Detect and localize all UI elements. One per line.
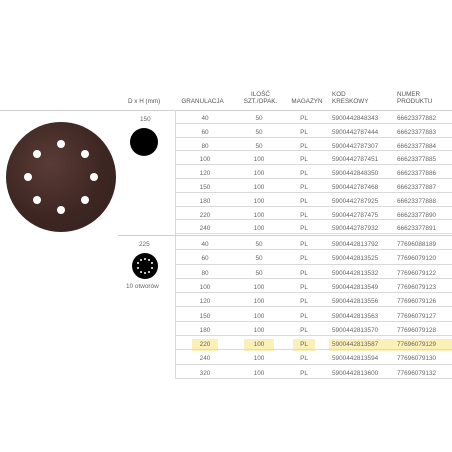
table-row (175, 250, 452, 264)
disc-hole (57, 206, 65, 214)
cell-grit: 220 (199, 341, 211, 349)
cell-qty: 50 (255, 128, 263, 136)
cell-kod: 5900442848350 (332, 170, 379, 178)
table-row (175, 350, 452, 364)
cell-num: 77696079120 (397, 255, 437, 263)
header-numer: NUMER PRODUKTU (397, 91, 433, 105)
cell-qty: 50 (255, 115, 263, 122)
cell-qty: 100 (253, 225, 265, 233)
table-row (175, 236, 452, 250)
cell-mag: PL (300, 241, 308, 248)
cell-kod: 5900442813556 (332, 298, 379, 306)
cell-mag: PL (300, 211, 308, 219)
cell-num: 77696079132 (397, 369, 437, 377)
sanding-disc-image (6, 122, 116, 232)
ten-hole-disc-icon (132, 253, 158, 279)
table-row (175, 138, 452, 152)
cell-grit: 40 (201, 115, 209, 122)
cell-grit: 150 (199, 184, 211, 191)
cell-kod: 5900442787307 (332, 142, 379, 150)
cell-qty: 100 (253, 369, 265, 377)
cell-mag: PL (300, 369, 308, 377)
cell-grit: 240 (199, 225, 211, 233)
table-row (175, 110, 452, 124)
cell-num: 77696079126 (397, 298, 437, 306)
row-divider (175, 233, 452, 234)
cell-mag: PL (300, 115, 308, 122)
disc-hole (24, 173, 32, 181)
table-row (175, 193, 452, 207)
header-kod: KOD KRESKOWY (332, 91, 369, 105)
cell-qty: 50 (255, 269, 263, 277)
table-row (175, 165, 452, 179)
size-150-label: 150 (140, 116, 151, 123)
cell-num: 77696088189 (397, 241, 437, 248)
cell-grit: 100 (199, 156, 211, 164)
cell-kod: 5900442787444 (332, 128, 379, 136)
table-row (175, 124, 452, 138)
cell-qty: 100 (253, 355, 265, 363)
cell-qty: 100 (253, 341, 265, 349)
cell-grit: 320 (199, 369, 211, 377)
cell-qty: 100 (253, 170, 265, 178)
cell-grit: 100 (199, 283, 211, 291)
cell-kod: 5900442813594 (332, 355, 379, 363)
cell-mag: PL (300, 298, 308, 306)
cell-qty: 100 (253, 312, 265, 320)
table-row (175, 265, 452, 279)
cell-num: 66623377884 (397, 142, 437, 150)
cell-grit: 80 (201, 142, 209, 150)
table-row (175, 207, 452, 221)
disc-hole (57, 140, 65, 148)
cell-kod: 5900442787451 (332, 156, 379, 164)
cell-kod: 5900442813532 (332, 269, 379, 277)
table-row (175, 308, 452, 322)
cell-kod: 5900442813792 (332, 241, 379, 248)
cell-grit: 80 (201, 269, 209, 277)
cell-num: 77696079130 (397, 355, 437, 363)
cell-num: 77696079123 (397, 283, 437, 291)
cell-mag: PL (300, 312, 308, 320)
table-row (175, 220, 452, 234)
disc-hole (33, 196, 41, 204)
table-row (175, 293, 452, 307)
cell-mag: PL (300, 269, 308, 277)
cell-grit: 60 (201, 255, 209, 263)
cell-num: 77696079127 (397, 312, 437, 320)
cell-qty: 50 (255, 255, 263, 263)
cell-grit: 180 (199, 326, 211, 334)
cell-num: 77696079128 (397, 326, 437, 334)
cell-mag: PL (300, 355, 308, 363)
holes-label: 10 otworów (126, 283, 159, 290)
cell-kod: 5900442813570 (332, 326, 379, 334)
cell-mag: PL (300, 184, 308, 191)
cell-qty: 100 (253, 156, 265, 164)
disc-hole (33, 150, 41, 158)
cell-grit: 60 (201, 128, 209, 136)
cell-mag: PL (300, 197, 308, 205)
header-dxh: D x H (mm) (128, 98, 161, 105)
cell-num: 66623377891 (397, 225, 437, 233)
cell-kod: 5900442787475 (332, 211, 379, 219)
cell-qty: 100 (253, 211, 265, 219)
row-divider (175, 378, 452, 379)
size-225-label: 225 (139, 241, 150, 248)
disc-hole (81, 150, 89, 158)
cell-grit: 240 (199, 355, 211, 363)
cell-qty: 100 (253, 184, 265, 191)
cell-kod: 5900442787932 (332, 225, 379, 233)
cell-num: 66623377885 (397, 156, 437, 164)
table-row (175, 336, 452, 350)
cell-grit: 180 (199, 197, 211, 205)
cell-num: 66623377890 (397, 211, 437, 219)
cell-num: 66623377882 (397, 115, 437, 122)
cell-grit: 120 (199, 170, 211, 178)
cell-mag: PL (300, 326, 308, 334)
cell-mag: PL (300, 225, 308, 233)
cell-num: 77696079129 (397, 341, 437, 349)
cell-qty: 100 (253, 197, 265, 205)
table-row (175, 151, 452, 165)
table-row (175, 279, 452, 293)
cell-kod: 5900442813587 (332, 341, 379, 349)
cell-qty: 100 (253, 326, 265, 334)
cell-grit: 40 (201, 241, 209, 248)
table-row (175, 179, 452, 193)
cell-kod: 5900442848343 (332, 115, 379, 122)
cell-grit: 120 (199, 298, 211, 306)
solid-disc-icon (130, 128, 158, 156)
cell-qty: 50 (255, 241, 263, 248)
cell-kod: 5900442813525 (332, 255, 379, 263)
cell-qty: 100 (253, 298, 265, 306)
header-magazyn: MAGAZYN (291, 98, 323, 105)
cell-mag: PL (300, 341, 308, 349)
cell-num: 66623377883 (397, 128, 437, 136)
cell-mag: PL (300, 255, 308, 263)
cell-kod: 5900442813563 (332, 312, 379, 320)
disc-hole (81, 196, 89, 204)
header-granulacja: GRANULACJA (181, 98, 224, 105)
header-ilosc: ILOŚĆ SZT./OPAK. (243, 91, 278, 105)
cell-kod: 5900442813600 (332, 369, 379, 377)
cell-kod: 5900442787468 (332, 184, 379, 191)
cell-qty: 50 (255, 142, 263, 150)
cell-num: 66623377887 (397, 184, 437, 191)
cell-mag: PL (300, 283, 308, 291)
cell-mag: PL (300, 156, 308, 164)
cell-grit: 220 (199, 211, 211, 219)
cell-kod: 5900442813549 (332, 283, 379, 291)
cell-kod: 5900442787925 (332, 197, 379, 205)
cell-num: 66623377888 (397, 197, 437, 205)
cell-num: 66623377886 (397, 170, 437, 178)
cell-grit: 150 (199, 312, 211, 320)
cell-mag: PL (300, 142, 308, 150)
cell-num: 77696079122 (397, 269, 437, 277)
table-row (175, 322, 452, 336)
cell-qty: 100 (253, 283, 265, 291)
disc-hole (90, 173, 98, 181)
cell-mag: PL (300, 170, 308, 178)
cell-mag: PL (300, 128, 308, 136)
table-row (175, 365, 452, 379)
